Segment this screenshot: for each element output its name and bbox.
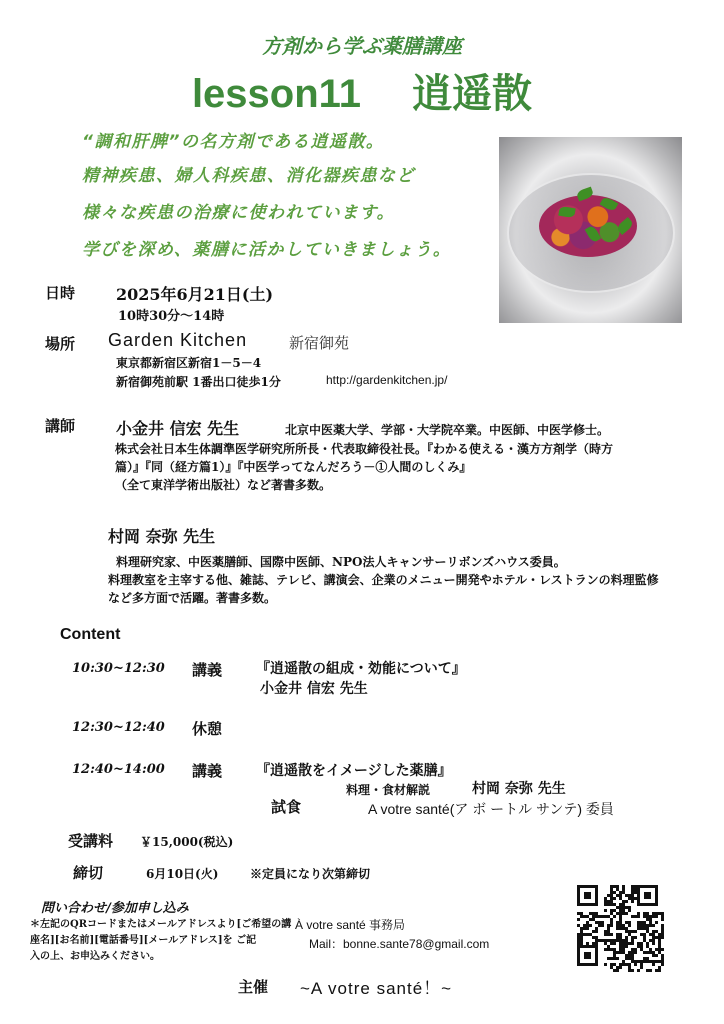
contact-note-2: 座名][お名前][電話番号][メールアドレス]を ご記 — [30, 935, 257, 946]
contact-note-3: 入の上、お申込みください。 — [30, 951, 160, 962]
lecturer-2-bio-3: など多方面で活躍。著書多数。 — [108, 591, 277, 605]
deadline-date: 6月10日(火) — [146, 867, 219, 881]
date-label: 日時 — [45, 284, 76, 302]
contact-note-1: ＊左記のQRコードまたはメールアドレスより[ご希望の講 — [30, 919, 292, 930]
lecturer-1-bio-4: （全て東洋学術出版社）など著書多数。 — [115, 478, 332, 492]
place-label: 場所 — [45, 335, 76, 353]
schedule-1-lecturer: 小金井 信宏 先生 — [260, 681, 368, 697]
lecturer-2-bio-2: 料理教室を主宰する他、雑誌、テレビ、講演会、企業のメニュー開発やホテル・レストランの料理監修 — [108, 573, 659, 587]
tasting-host: A votre santé(ア ボ ートル サンテ) 委員 — [368, 801, 614, 817]
tasting-label: 試食 — [271, 798, 302, 816]
schedule-1-title: 『逍遥散の組成・効能について』 — [256, 661, 466, 677]
lecturer-2-bio-1: 料理研究家、中医薬膳師、国際中医師、NPO法人キャンサーリボンズハウス委員。 — [116, 555, 566, 569]
venue-address: 東京都新宿区新宿1－5－4 — [116, 356, 262, 370]
contact-office: À votre santé 事務局 — [295, 918, 406, 932]
qr-code-icon[interactable] — [577, 885, 664, 972]
intro-line-1: “調和肝脾”の名方剤である逍遥散。 — [82, 132, 385, 152]
intro-line-4: 学びを深め、薬膳に活かしていきましょう。 — [82, 240, 452, 260]
salad-dish-photo — [499, 137, 682, 323]
organizer-label: 主催 — [238, 978, 269, 996]
schedule-1-type: 講義 — [192, 661, 223, 679]
deadline-note: ※定員になり次第締切 — [250, 867, 371, 881]
fee-label: 受講料 — [68, 832, 114, 850]
deadline-label: 締切 — [73, 864, 104, 882]
organizer-name: ~A votre santé！~ — [300, 979, 453, 998]
schedule-2-time: 12:30~12:40 — [72, 720, 165, 735]
intro-line-2: 精神疾患、婦人科疾患、消化器疾患など — [82, 166, 415, 186]
schedule-2-type: 休憩 — [192, 720, 223, 738]
series-title: 方剤から学ぶ薬膳講座 — [262, 34, 462, 58]
lecturer-1-bio-3: 篇）』『同（経方篇1）』『中医学ってなんだろう－①人間のしくみ』 — [115, 460, 472, 474]
lecturer-1-name: 小金井 信宏 先生 — [116, 419, 240, 438]
venue-url[interactable]: http://gardenkitchen.jp/ — [326, 373, 448, 387]
lesson-title: lesson11 逍遥散 — [191, 72, 533, 116]
contact-heading: 問い合わせ/参加申し込み — [41, 901, 189, 916]
lecturer-1-bio-2: 株式会社日本生体調準医学研究所所長・代表取締役社長。『わかる使える・漢方方剤学（時方 — [115, 442, 614, 456]
schedule-3-title: 『逍遥散をイメージした薬膳』 — [256, 763, 452, 779]
contact-mail[interactable]: Mail：bonne.sante78@gmail.com — [309, 937, 490, 951]
schedule-1-time: 10:30~12:30 — [72, 661, 165, 676]
lecturer-2-name: 村岡 奈弥 先生 — [108, 527, 216, 546]
fee-value: ￥15,000(税込) — [140, 835, 234, 849]
event-time: 10時30分～14時 — [118, 309, 225, 324]
intro-line-3: 様々な疾患の治療に使われています。 — [82, 203, 396, 223]
lecturer-1-bio-1: 北京中医薬大学、学部・大学院卒業。中医師、中医学修士。 — [285, 423, 610, 437]
schedule-3-lecturer: 村岡 奈弥 先生 — [472, 781, 566, 797]
lecturer-label: 講師 — [45, 417, 76, 435]
venue-area: 新宿御苑 — [289, 335, 350, 352]
content-heading: Content — [60, 626, 121, 643]
schedule-3-type: 講義 — [192, 762, 223, 780]
event-date: 2025年6月21日(土) — [116, 285, 274, 304]
schedule-3-time: 12:40~14:00 — [72, 762, 165, 777]
schedule-3-note: 料理・食材解説 — [346, 783, 431, 797]
venue-access: 新宿御苑前駅 1番出口徒歩1分 — [116, 375, 281, 389]
venue-name: Garden Kitchen — [108, 330, 248, 350]
